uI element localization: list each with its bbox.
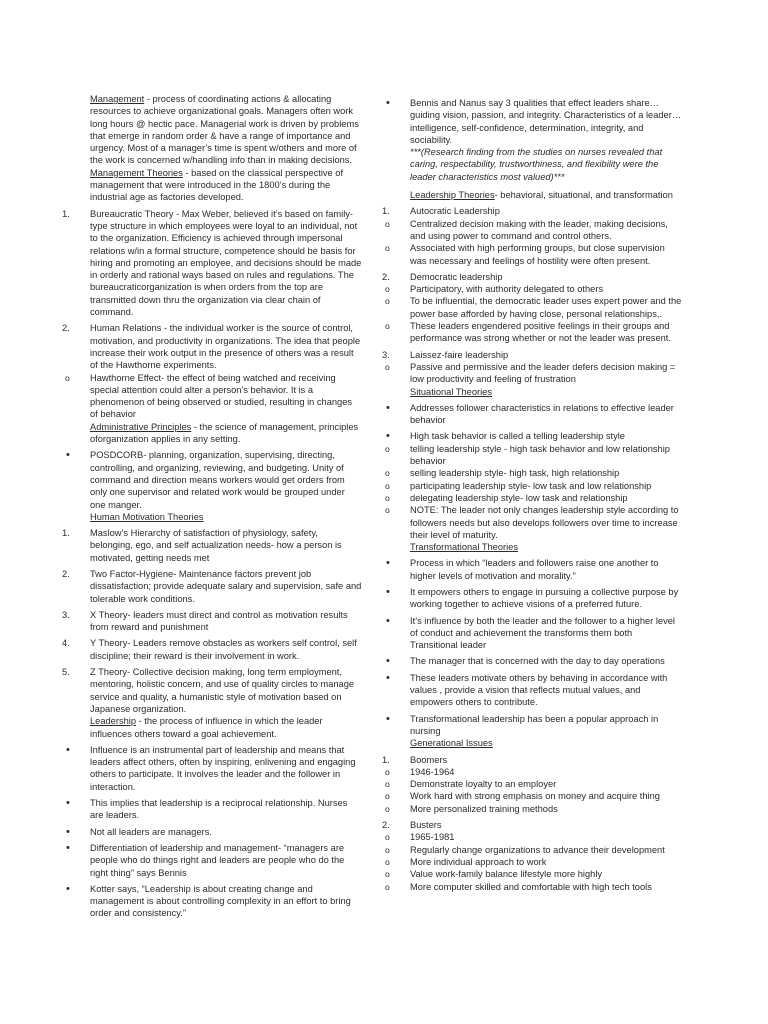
section-heading-paragraph xyxy=(62,93,362,167)
item-text: This implies that leadership is a reciprocal relationship. Nurses are leaders. xyxy=(90,798,348,821)
item-text: Influence is an instrumental part of leadership and means that leaders affect others, often by inspiring, enlivening and engaging others to participate. It involves the leader and the follower in interaction. xyxy=(90,744,356,792)
bullet-item xyxy=(62,449,362,510)
item-text: To be influential, the democratic leader uses expert power and the power base afforded by having close, personal relationships,. xyxy=(410,296,682,319)
item-text: Bureaucratic Theory - Max Weber, believed it’s based on family-type structure in which employees were loyal to an individual, not to the organization. Efficiency is achieved through impersonal relations w/in a formal structure, competence should be basis for hiring and promoting an employee, and decisions should be made in orderly and rational ways based on rules and regulations. The bureaucraticorganization is when orders from the top are transmitted down thru the organization via clear chain of command. xyxy=(90,208,362,318)
item-text: Addresses follower characteristics in relations to effective leader behavior xyxy=(410,402,674,426)
list-marker: o xyxy=(385,779,390,790)
bullet-item xyxy=(382,615,682,640)
list-marker: 1. xyxy=(382,206,390,217)
sub-bullet-item xyxy=(382,778,682,790)
list-marker: o xyxy=(385,296,390,307)
sub-bullet-item xyxy=(382,881,682,893)
section-heading: Human Motivation Theories xyxy=(90,511,204,522)
bullet-item xyxy=(382,586,682,611)
section-heading: Generational Issues xyxy=(410,738,493,749)
item-text: The manager that is concerned with the day to day operations xyxy=(410,656,665,667)
list-marker: o xyxy=(385,832,390,843)
item-text: Regularly change organizations to advance their development xyxy=(410,844,665,855)
list-marker: o xyxy=(385,468,390,479)
bullet-item xyxy=(382,655,682,667)
list-marker: o xyxy=(385,243,390,254)
bullet-item xyxy=(382,713,682,738)
bullet-item xyxy=(382,402,682,427)
sub-bullet-item xyxy=(382,504,682,541)
item-text: Centralized decision making with the leader, making decisions, and using power to command and control others. xyxy=(410,218,668,241)
item-text: Y Theory- Leaders remove obstacles as workers self control, self discipline; their reward is their involvement in work. xyxy=(90,638,357,661)
item-text: It’s influence by both the leader and the follower to a higher level of conduct and achievement the transforms them both xyxy=(410,615,675,638)
item-text: Transformational leadership has been a popular approach in nursing xyxy=(410,713,659,736)
item-text: Two Factor-Hygiene- Maintenance factors prevent job dissatisfaction; provide adequate salary and supervision, safe and tolerable work conditions. xyxy=(90,568,362,604)
sub-bullet-item xyxy=(382,320,682,345)
bullet-item xyxy=(62,883,362,920)
item-text: Kotter says, “Leadership is about creating change and management is about controlling complexity in an effort to bring order and consistency.” xyxy=(90,883,351,919)
list-marker: o xyxy=(385,869,390,880)
section-text: - the process of influence in which the leader influences others toward a goal achievement. xyxy=(90,716,323,739)
sub-bullet-item xyxy=(382,218,682,243)
numbered-item xyxy=(62,666,362,715)
section-heading-paragraph xyxy=(382,386,682,398)
item-text: Human Relations - the individual worker is the source of control, motivation, and productivity in organizations. The idea that people increase their work output in the presence of others was a result of the Hawthorne experiments. xyxy=(90,323,361,371)
item-text: More computer skilled and comfortable with high tech tools xyxy=(410,881,652,892)
item-text: More individual approach to work xyxy=(410,856,547,867)
bullet-item xyxy=(62,826,362,838)
section-heading-paragraph xyxy=(62,715,362,740)
sub-bullet-item xyxy=(62,372,362,421)
list-marker: • xyxy=(66,449,70,462)
list-marker: • xyxy=(386,401,390,414)
numbered-item xyxy=(382,349,682,361)
list-marker: • xyxy=(386,671,390,684)
section-heading: Situational Theories xyxy=(410,386,493,397)
list-marker: o xyxy=(385,443,390,454)
sub-bullet-item xyxy=(382,361,682,386)
sub-bullet-item xyxy=(382,492,682,504)
bullet-item xyxy=(382,97,682,183)
list-marker: o xyxy=(385,844,390,855)
list-marker: • xyxy=(386,557,390,570)
item-text: These leaders engendered positive feelings in their groups and performance was strong whether or not the leader was present. xyxy=(410,321,671,344)
numbered-item xyxy=(382,754,682,766)
item-text: More personalized training methods xyxy=(410,803,558,814)
section-heading-paragraph xyxy=(382,189,682,201)
sub-bullet-item xyxy=(382,283,682,295)
item-text: Value work-family balance lifestyle more highly xyxy=(410,869,603,880)
item-text: Democratic leadership xyxy=(410,271,503,282)
section-heading: Leadership Theories xyxy=(410,190,495,201)
item-text: 1946-1964 xyxy=(410,766,455,777)
numbered-item xyxy=(62,527,362,564)
section-heading-paragraph xyxy=(62,511,362,523)
sub-bullet-item xyxy=(382,831,682,843)
sub-bullet-item xyxy=(382,856,682,868)
section-heading: Leadership xyxy=(90,716,137,727)
list-marker: • xyxy=(386,97,390,109)
item-text: 1965-1981 xyxy=(410,832,455,843)
sub-bullet-item xyxy=(382,868,682,880)
section-heading-paragraph xyxy=(382,737,682,749)
item-text: Boomers xyxy=(410,754,448,765)
section-heading: Management xyxy=(90,94,145,104)
list-marker: • xyxy=(386,585,390,598)
list-marker: o xyxy=(385,766,390,777)
bullet-item xyxy=(382,430,682,442)
list-marker: 3. xyxy=(382,349,390,360)
numbered-item xyxy=(62,637,362,662)
sub-bullet-item xyxy=(382,844,682,856)
list-marker: • xyxy=(66,882,70,895)
list-marker: 2. xyxy=(62,568,70,579)
section-heading: Transformational Theories xyxy=(410,542,518,553)
list-marker: • xyxy=(386,430,390,443)
sub-bullet-item xyxy=(382,480,682,492)
list-marker: o xyxy=(385,881,390,892)
list-marker: o xyxy=(385,218,390,229)
list-marker: • xyxy=(66,743,70,756)
section-heading-paragraph xyxy=(382,541,682,553)
item-text: Differentiation of leadership and management- “managers are people who do things right and leaders are people who do the right thing” says Bennis xyxy=(90,842,345,878)
item-text: NOTE: The leader not only changes leadership style according to followers needs but also develops followers over time to increase their level of maturity. xyxy=(410,505,679,540)
numbered-item xyxy=(382,819,682,831)
bullet-item xyxy=(62,842,362,879)
list-marker: 2. xyxy=(382,271,390,282)
list-marker: o xyxy=(385,492,390,503)
section-heading: Management Theories xyxy=(90,167,183,178)
item-text: Autocratic Leadership xyxy=(410,206,500,217)
item-text: These leaders motivate others by behaving in accordance with values , provide a vision that reflects mutual values, and empowers others to contribute. xyxy=(410,672,668,708)
item-text: Laissez-faire leadership xyxy=(410,349,509,360)
list-marker: 5. xyxy=(62,667,70,678)
list-marker: o xyxy=(385,791,390,802)
bullet-item xyxy=(62,797,362,822)
list-marker: 1. xyxy=(62,208,70,219)
section-text: - the science of management, principles oforganization applies in any setting. xyxy=(90,421,359,445)
item-text: Bennis and Nanus say 3 qualities that effect leaders share…guiding vision, passion, and integrity. Characteristics of a leader…intelligence, self-confidence, determination, integrity, and sociability. xyxy=(410,98,682,145)
item-text: X Theory- leaders must direct and control as motivation results from reward and punishment xyxy=(90,609,348,633)
list-marker: o xyxy=(385,505,390,516)
bullet-item xyxy=(382,672,682,709)
list-marker: o xyxy=(385,803,390,814)
section-text: - process of coordinating actions & allocating resources to achieve organizational goals. Managers often work long hours @ hectic pace. Managerial work is driven by problems that emerge in random order & have a range of importance and urgency. Most of a manager’s time is spent w/others and more of the work is concerned w/handling info than in making decisions. xyxy=(90,94,359,166)
sub-bullet-item xyxy=(382,242,682,267)
item-text: POSDCORB- planning, organization, supervising, directing, controlling, and organizing, reviewing, and budgeting. Unity of command and direction means workers would get orders from only one supervisor and related work would be grouped under one manger. xyxy=(90,450,345,510)
list-marker: 2. xyxy=(382,820,390,831)
list-marker: • xyxy=(66,825,70,838)
list-marker: o xyxy=(385,321,390,332)
item-text: Z Theory- Collective decision making, long term employment, mentoring, holistic concern, and use of quality circles to manage service and quality, a humanistic style of motivation based on Japanese organization. xyxy=(90,667,355,714)
sub-bullet-item xyxy=(382,467,682,479)
item-text: telling leadership style - high task behavior and low relationship behavior xyxy=(410,443,670,467)
sub-bullet-item xyxy=(382,803,682,815)
item-text: selling leadership style- high task, high relationship xyxy=(410,468,620,479)
list-marker: o xyxy=(385,480,390,491)
section-heading: Administrative Principles xyxy=(90,421,192,432)
list-marker: o xyxy=(65,372,70,383)
list-marker: • xyxy=(386,614,390,627)
item-text: It empowers others to engage in pursuing a collective purpose by working together to achieve visions of a preferred future. xyxy=(410,586,679,610)
section-heading-paragraph xyxy=(62,167,362,204)
bullet-item xyxy=(382,557,682,582)
left-column xyxy=(62,93,362,920)
sub-bullet-item xyxy=(382,443,682,468)
item-text: Busters xyxy=(410,820,442,831)
item-text: Associated with high performing groups, but close supervision was necessary and feelings of hostility were often present. xyxy=(410,243,665,266)
section-heading-paragraph xyxy=(62,421,362,446)
item-text: High task behavior is called a telling leadership style xyxy=(410,431,625,442)
list-marker: o xyxy=(385,361,390,372)
item-text: Maslow’s Hierarchy of satisfaction of physiology, safety, belonging, ego, and self actualization needs- how a person is motivated, getting needs met xyxy=(90,528,342,563)
italic-note: ***(Research finding from the studies on nurses revealed that caring, respectability, trustworthiness, and flexibility were the leader characteristics most valued)*** xyxy=(410,147,663,182)
item-text: Participatory, with authority delegated to others xyxy=(410,284,604,295)
list-marker: • xyxy=(386,712,390,725)
item-text: participating leadership style- low task and low relationship xyxy=(410,480,652,491)
item-text: Not all leaders are managers. xyxy=(90,826,212,837)
list-marker: o xyxy=(385,284,390,295)
list-marker: o xyxy=(385,856,390,867)
item-text: Hawthorne Effect- the effect of being watched and receiving special attention could alter a person’s behavior. It is a phenomenon of being observed or studied, resulting in changes of behavior xyxy=(90,372,353,420)
sub-bullet-item xyxy=(382,295,682,320)
numbered-item xyxy=(62,568,362,605)
item-text: delegating leadership style- low task and relationship xyxy=(410,492,628,503)
sub-bullet-item xyxy=(382,766,682,778)
list-marker: • xyxy=(66,797,70,810)
numbered-item xyxy=(62,609,362,634)
section-text: - behavioral, situational, and transformation xyxy=(494,190,673,201)
list-marker: 2. xyxy=(62,323,70,334)
bullet-item xyxy=(62,744,362,793)
item-text: Demonstrate loyalty to an employer xyxy=(410,779,557,790)
right-column xyxy=(382,93,682,893)
list-marker: 3. xyxy=(62,609,70,620)
item-text: Process in which “leaders and followers raise one another to higher levels of motivation and morality.” xyxy=(410,558,659,581)
list-marker: • xyxy=(66,841,70,854)
numbered-item xyxy=(62,208,362,319)
list-marker: • xyxy=(386,655,390,668)
item-text: Passive and permissive and the leader defers decision making = low productivity and feeling of frustration xyxy=(410,361,676,385)
list-marker: 4. xyxy=(62,638,70,649)
item-text: Work hard with strong emphasis on money and acquire thing xyxy=(410,791,660,802)
list-marker: 1. xyxy=(382,754,390,765)
numbered-item xyxy=(382,205,682,217)
numbered-item xyxy=(62,322,362,371)
sub-bullet-item xyxy=(382,790,682,802)
plain-line: Transitional leader xyxy=(410,640,487,651)
section-text: - based on the classical perspective of management that were introduced in the 1800’s during the industrial age as factories developed. xyxy=(90,167,344,203)
numbered-item xyxy=(382,271,682,283)
list-marker: 1. xyxy=(62,528,70,539)
